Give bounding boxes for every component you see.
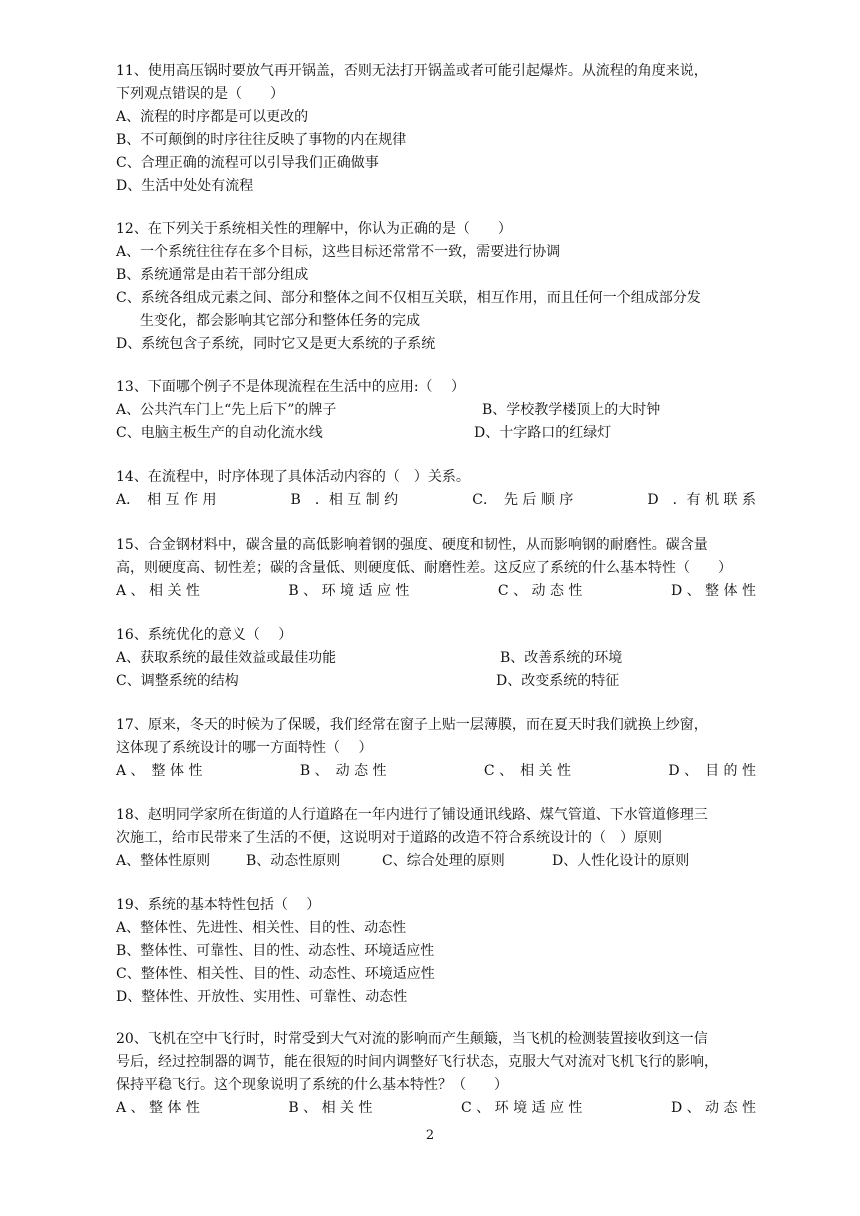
option-a: A、整体性原则 <box>116 853 211 869</box>
question-stem: 18、赵明同学家所在街道的人行道路在一年内进行了铺设通讯线路、煤气管道、下水管道修理三 <box>116 807 708 823</box>
question-stem: 19、系统的基本特性包括（ ） <box>116 897 321 913</box>
option-a: A、获取系统的最佳效益或最佳功能 <box>116 650 337 666</box>
question-17 <box>116 714 756 783</box>
option-row <box>116 647 756 670</box>
option-d: D、系统包含子系统，同时它又是更大系统的子系统 <box>116 336 436 352</box>
option-row <box>116 670 756 693</box>
option-row <box>116 489 756 512</box>
option-d: D、改变系统的特征 <box>496 673 620 689</box>
option-c: C、系统各组成元素之间、部分和整体之间不仅相互关联，相互作用，而且任何一个组成部分发 <box>116 290 701 306</box>
option-b: B、改善系统的环境 <box>500 650 623 666</box>
option-c: C 、 相 关 性 <box>483 763 571 779</box>
option-row <box>116 1097 756 1120</box>
question-11 <box>116 60 756 198</box>
option-row <box>116 760 756 783</box>
question-19 <box>116 894 756 1009</box>
option-c: C、整体性、相关性、目的性、动态性、环境适应性 <box>116 966 435 982</box>
option-a: A． 相 互 作 用 <box>116 492 217 508</box>
question-stem: 保持平稳飞行。这个现象说明了系统的什么基本特性？（ ） <box>116 1077 508 1093</box>
option-b: B、不可颠倒的时序往往反映了事物的内在规律 <box>116 132 407 148</box>
question-stem: 11、使用高压锅时要放气再开锅盖，否则无法打开锅盖或者可能引起爆炸。从流程的角度来说， <box>116 63 708 79</box>
option-b: B 、 环 境 适 应 性 <box>288 583 410 599</box>
option-d: D、整体性、开放性、实用性、可靠性、动态性 <box>116 989 408 1005</box>
question-20 <box>116 1028 756 1120</box>
option-c: C、电脑主板生产的自动化流水线 <box>116 425 323 441</box>
option-d: D 、 动 态 性 <box>670 1100 756 1116</box>
option-row <box>116 580 756 603</box>
option-b: B ．相 互 制 约 <box>290 492 399 508</box>
option-d: D、十字路口的红绿灯 <box>474 425 612 441</box>
option-c: C 、 动 态 性 <box>497 583 583 599</box>
question-18 <box>116 804 756 873</box>
option-c: C、合理正确的流程可以引导我们正确做事 <box>116 155 379 171</box>
question-13 <box>116 376 756 445</box>
question-stem: 下列观点错误的是（ ） <box>116 86 284 102</box>
option-c: C、综合处理的原则 <box>382 853 505 869</box>
option-row <box>116 422 756 445</box>
page-number: 2 <box>425 1128 435 1143</box>
question-stem: 14、在流程中，时序体现了具体活动内容的（ ）关系。 <box>116 469 470 485</box>
option-c-continued: 生变化，都会影响其它部分和整体任务的完成 <box>140 313 420 329</box>
option-c: C． 先 后 顺 序 <box>472 492 574 508</box>
option-b: B 、 动 态 性 <box>299 763 387 779</box>
option-d: D 、 整 体 性 <box>670 583 756 599</box>
question-stem: 16、系统优化的意义（ ） <box>116 627 293 643</box>
question-stem: 13、下面哪个例子不是体现流程在生活中的应用:（ ） <box>116 379 465 395</box>
option-b: B、系统通常是由若干部分组成 <box>116 267 309 283</box>
option-b: B、学校教学楼顶上的大时钟 <box>482 402 661 418</box>
option-c: C 、 环 境 适 应 性 <box>461 1100 583 1116</box>
option-a: A、一个系统往往存在多个目标，这些目标还常常不一致，需要进行协调 <box>116 244 561 260</box>
option-a: A、流程的时序都是可以更改的 <box>116 109 309 125</box>
option-b: B、整体性、可靠性、目的性、动态性、环境适应性 <box>116 943 435 959</box>
question-14 <box>116 466 756 512</box>
option-d: D ．有 机 联 系 <box>647 492 756 508</box>
question-16 <box>116 624 756 693</box>
question-stem: 次施工，给市民带来了生活的不便，这说明对于道路的改造不符合系统设计的（ ）原则 <box>116 830 662 846</box>
question-stem: 高，则硬度高、韧性差；碳的含量低、则硬度低、耐磨性差。这反应了系统的什么基本特性（ ） <box>116 560 732 576</box>
option-a: A 、 整 体 性 <box>116 1100 200 1116</box>
question-15 <box>116 534 756 603</box>
option-d: D、人性化设计的原则 <box>552 853 690 869</box>
question-stem: 号后，经过控制器的调节，能在很短的时间内调整好飞行状态，克服大气对流对飞机飞行的影响， <box>116 1054 718 1070</box>
option-a: A 、 整 体 性 <box>116 763 203 779</box>
option-a: A、整体性、先进性、相关性、目的性、动态性 <box>116 920 407 936</box>
question-stem: 15、合金钢材料中，碳含量的高低影响着钢的强度、硬度和韧性，从而影响钢的耐磨性。碳含量 <box>116 537 708 553</box>
question-stem: 这体现了系统设计的哪一方面特性（ ） <box>116 740 373 756</box>
option-d: D 、 目 的 性 <box>668 763 756 779</box>
option-a: A、公共汽车门上“先上后下”的牌子 <box>116 402 337 418</box>
option-b: B 、 相 关 性 <box>288 1100 373 1116</box>
question-12 <box>116 218 756 356</box>
question-stem: 20、飞机在空中飞行时，时常受到大气对流的影响而产生颠簸，当飞机的检测装置接收到这一信 <box>116 1031 708 1047</box>
question-stem: 17、原来，冬天的时候为了保暖，我们经常在窗子上贴一层薄膜，而在夏天时我们就换上纱窗， <box>116 717 708 733</box>
option-c: C、调整系统的结构 <box>116 673 239 689</box>
option-row <box>116 399 756 422</box>
question-stem: 12、在下列关于系统相关性的理解中，你认为正确的是（ ） <box>116 221 512 237</box>
option-d: D、生活中处处有流程 <box>116 178 254 194</box>
option-a: A 、 相 关 性 <box>116 583 200 599</box>
option-row <box>116 850 756 873</box>
option-b: B、动态性原则 <box>246 853 341 869</box>
